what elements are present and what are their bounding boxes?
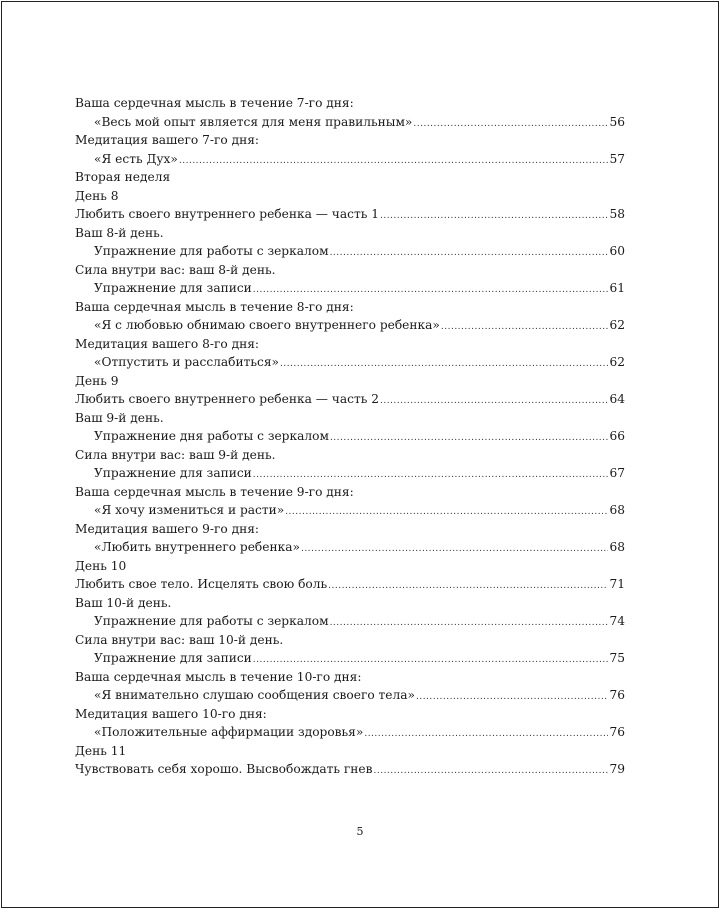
toc-entry-page: 68 [609,503,625,517]
toc-entry [75,113,625,132]
toc-entry-page: 71 [609,577,625,591]
toc-entry-title: Медитация вашего 10-го дня: [75,706,267,721]
toc-entry-title: Ваш 10-й день. [75,595,172,610]
toc-entry-page: 57 [609,151,625,166]
toc-entry [75,131,625,150]
toc-entry-page: 67 [609,466,625,480]
toc-entry-title: Вторая неделя [75,170,171,184]
toc-entry [75,686,625,705]
dot-leader [328,577,608,596]
toc-entry [75,631,625,650]
toc-entry-page: 64 [609,392,625,406]
dot-leader [301,540,609,559]
toc-entry [75,446,625,465]
toc-entry-title: Любить свое тело. Исцелять свою боль [75,577,328,591]
page-number: 5 [356,825,364,838]
dot-leader [330,614,609,633]
dot-leader [330,429,609,448]
toc-entry-page: 60 [609,244,625,258]
toc-entry-title: Сила внутри вас: ваш 8-й день. [75,262,276,277]
toc-entry [75,187,625,206]
toc-entry-title: Ваша сердечная мысль в течение 9-го дня: [75,484,354,499]
toc-entry-page: 66 [609,429,625,443]
toc-entry [75,168,625,187]
toc-entry-title: Ваша сердечная мысль в течение 10-го дня: [75,669,362,684]
toc-entry [75,649,625,668]
toc-entry-title: Ваша сердечная мысль в течение 8-го дня: [75,299,354,314]
toc-entry [75,760,625,779]
toc-entry-title: Упражнение для записи [94,466,252,480]
toc-entry [75,205,625,224]
dot-leader [330,244,609,263]
dot-leader [280,355,609,374]
toc-entry [75,594,625,613]
toc-entry-page: 62 [609,318,625,332]
toc-entry-title: «Я внимательно слушаю сообщения своего тела» [94,688,415,702]
toc-entry [75,242,625,261]
dot-leader [413,115,608,134]
toc-entry-title: День 9 [75,373,119,388]
table-of-contents [75,94,625,779]
toc-entry [75,612,625,631]
toc-entry-title: День 10 [75,558,127,573]
toc-entry [75,298,625,317]
dot-leader [380,392,609,411]
dot-leader [285,503,608,522]
toc-entry [75,372,625,391]
toc-entry [75,668,625,687]
toc-entry [75,353,625,372]
toc-entry [75,723,625,742]
dot-leader [416,688,609,707]
toc-entry-title: «Положительные аффирмации здоровья» [94,725,364,739]
toc-entry-title: Ваш 9-й день. [75,410,164,425]
toc-entry [75,390,625,409]
toc-entry [75,427,625,446]
toc-entry [75,150,625,169]
toc-entry [75,464,625,483]
toc-entry-title: Ваш 8-й день. [75,225,164,240]
toc-entry-title: Медитация вашего 9-го дня: [75,521,260,536]
toc-entry-title: Упражнение для записи [94,281,252,295]
toc-entry [75,557,625,576]
toc-entry-page: 74 [609,614,625,628]
toc-entry [75,538,625,557]
toc-entry-title: Упражнение для работы с зеркалом [94,614,329,628]
toc-entry-title: «Любить внутреннего ребенка» [94,540,300,554]
toc-entry-title: Ваша сердечная мысль в течение 7-го дня: [75,96,354,110]
dot-leader [380,207,609,226]
toc-entry-title: Сила внутри вас: ваш 10-й день. [75,632,284,647]
toc-entry [75,705,625,724]
dot-leader [364,725,608,744]
dot-leader [441,318,609,337]
toc-entry [75,94,625,113]
toc-entry [75,261,625,280]
toc-entry [75,409,625,428]
toc-entry-title: Упражнение для записи [94,651,252,665]
dot-leader [373,762,608,781]
toc-entry-page: 58 [609,207,625,221]
toc-entry-title: День 8 [75,188,119,203]
toc-entry [75,335,625,354]
toc-entry-title: «Я с любовью обнимаю своего внутреннего ребенка» [94,318,440,332]
toc-entry [75,316,625,335]
document-page [1,1,719,908]
toc-entry [75,483,625,502]
toc-entry-title: Чувствовать себя хорошо. Высвобождать гнев [75,762,373,776]
toc-entry [75,742,625,761]
toc-entry-page: 76 [609,688,625,702]
toc-entry-title: Упражнение для работы с зеркалом [94,244,329,258]
toc-entry [75,501,625,520]
dot-leader [179,152,609,171]
toc-entry-title: Медитация вашего 8-го дня: [75,336,260,351]
toc-entry-title: «Я есть Дух» [94,151,178,166]
toc-entry-page: 61 [609,281,625,295]
toc-entry-page: 56 [609,114,625,129]
toc-entry-page: 75 [609,651,625,665]
toc-entry-title: Упражнение дня работы с зеркалом [94,429,329,443]
toc-entry-page: 62 [609,355,625,369]
toc-entry-page: 68 [609,540,625,554]
toc-entry-title: «Весь мой опыт является для меня правильным» [94,114,413,129]
toc-entry [75,575,625,594]
toc-entry-title: «Отпустить и расслабиться» [94,355,279,369]
toc-entry-title: Медитация вашего 7-го дня: [75,133,260,147]
toc-entry-page: 79 [609,762,625,776]
toc-entry-title: «Я хочу измениться и расти» [94,503,285,517]
toc-entry [75,279,625,298]
toc-entry-title: Любить своего внутреннего ребенка — часть 2 [75,392,379,406]
toc-entry [75,224,625,243]
toc-entry-title: Сила внутри вас: ваш 9-й день. [75,447,276,462]
toc-entry-page: 76 [609,725,625,739]
toc-entry-title: Любить своего внутреннего ребенка — часть 1 [75,207,379,221]
toc-entry [75,520,625,539]
toc-entry-title: День 11 [75,743,127,758]
